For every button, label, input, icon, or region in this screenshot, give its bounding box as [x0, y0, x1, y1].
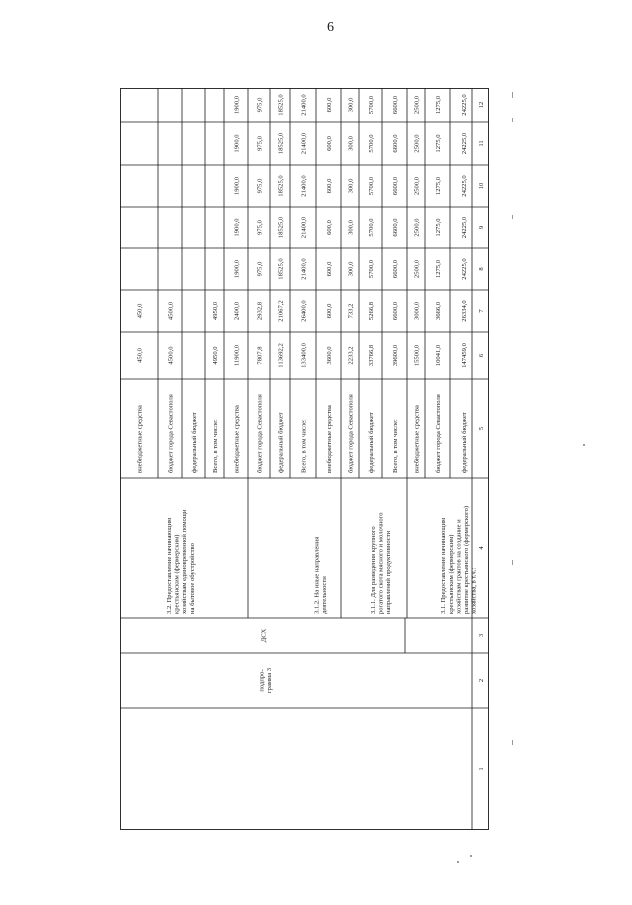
budget-value-group — [233, 259, 240, 278]
funding-source-label-group — [256, 394, 263, 473]
budget-value-group — [435, 259, 442, 278]
budget-value: 6600,0 — [391, 95, 399, 115]
budget-value: 21400,0 — [300, 175, 308, 197]
budget-value: 975,0 — [256, 136, 264, 151]
page-number: 6 — [327, 20, 334, 35]
budget-value: 6600,0 — [391, 259, 399, 279]
funding-source-label: Всего, в том числе: — [391, 419, 399, 473]
budget-value: 21400,0 — [300, 258, 308, 280]
budget-value: 733,2 — [347, 303, 355, 319]
budget-value: 1275,0 — [434, 259, 442, 279]
budget-value-group — [413, 344, 420, 366]
budget-value: 450,0 — [136, 303, 144, 319]
budget-value: 1900,0 — [233, 95, 241, 115]
budget-value-group — [392, 301, 399, 320]
column-number: 2 — [477, 678, 485, 683]
budget-value-group — [461, 216, 468, 238]
budget-value-group — [413, 176, 420, 195]
budget-value: 600,0 — [325, 261, 333, 277]
funding-source-label: внебюджетные средства — [136, 405, 144, 473]
funding-source-label-group — [413, 405, 420, 473]
budget-value: 1275,0 — [434, 95, 442, 115]
budget-value-group — [347, 261, 354, 277]
budget-value-group — [392, 134, 399, 153]
subprogram-label: грамма 3 — [266, 667, 274, 694]
budget-value-group — [347, 219, 354, 235]
funding-source-label: федеральный бюджет — [460, 412, 468, 473]
budget-value-group — [212, 301, 219, 320]
budget-value-group — [326, 97, 333, 113]
funding-source-label: федеральный бюджет — [367, 412, 375, 473]
budget-value: 33766,8 — [367, 344, 375, 367]
column-number-group — [478, 767, 485, 770]
scan-speck — [512, 560, 513, 565]
budget-value: 5700,0 — [367, 176, 375, 196]
item-3-2-label: хозяйствам единовременной помощи — [181, 509, 189, 614]
budget-value: 147459,0 — [460, 343, 468, 368]
funding-source-label-group — [233, 405, 240, 473]
budget-value-group — [347, 178, 354, 194]
budget-value: 5700,0 — [367, 218, 375, 237]
budget-value-group — [256, 97, 263, 113]
funding-source-label-group — [326, 405, 333, 473]
column-number-group — [478, 546, 485, 550]
column-number-group — [478, 679, 485, 682]
column-number: 6 — [477, 353, 485, 358]
budget-value: 18525,0 — [277, 216, 285, 239]
budget-table — [120, 88, 489, 830]
budget-value-group — [461, 342, 468, 367]
budget-value-group — [392, 259, 399, 278]
budget-value: 2400,0 — [233, 301, 241, 321]
column-number-group — [478, 140, 485, 146]
budget-value-group — [277, 94, 284, 116]
budget-value: 18525,0 — [277, 258, 285, 280]
budget-value: 21400,0 — [300, 94, 308, 116]
funding-source-label-group — [136, 405, 143, 473]
column-number: 9 — [477, 225, 485, 230]
budget-value: 24225,0 — [460, 258, 468, 280]
budget-value-group — [256, 178, 263, 194]
budget-value: 3600,0 — [325, 346, 333, 365]
budget-value: 18525,0 — [277, 94, 285, 116]
item-3-1-label: 3.1. Предоставление начинающим — [440, 517, 448, 614]
column-number-group — [478, 182, 485, 189]
column-number-group — [478, 225, 485, 229]
item-3-1-1-label: направлений продуктивности — [385, 530, 392, 614]
item-3-2-label-group — [166, 509, 196, 614]
budget-value-group — [277, 216, 284, 238]
item-3-1-2-label-group — [314, 537, 329, 614]
column-number-group — [478, 267, 485, 271]
scan-speck — [583, 444, 585, 446]
budget-value: 600,0 — [325, 97, 333, 113]
budget-value-group — [300, 94, 307, 116]
budget-value-group — [368, 259, 375, 278]
budget-value: 2233,2 — [347, 346, 355, 365]
budget-value-group — [326, 346, 333, 365]
column-number: 12 — [477, 101, 485, 109]
budget-value-group — [368, 134, 375, 153]
budget-value: 600,0 — [325, 178, 333, 194]
budget-value-group — [435, 301, 442, 320]
budget-value-group — [233, 176, 240, 195]
item-3-1-2-label: 3.1.2. На иные направления — [313, 536, 321, 614]
column-number-group — [478, 309, 485, 313]
budget-value-group — [461, 132, 468, 154]
budget-value-group — [277, 343, 284, 367]
item-3-2-label: на бытовое обустройство — [188, 543, 196, 614]
budget-value: 26400,0 — [300, 300, 308, 322]
budget-value-group — [392, 344, 399, 366]
budget-value: 1275,0 — [434, 218, 442, 237]
funding-source-label-group — [392, 419, 399, 473]
budget-value-group — [413, 134, 420, 153]
budget-value: 1900,0 — [233, 259, 241, 279]
budget-value: 24225,0 — [460, 216, 468, 239]
budget-value-group — [212, 346, 219, 365]
column-number-group — [478, 426, 485, 430]
budget-value: 4500,0 — [167, 346, 175, 365]
item-3-2-label: 3.2. Предоставление начинающим — [166, 517, 173, 614]
budget-value-group — [347, 97, 354, 113]
budget-value: 21400,0 — [300, 132, 308, 155]
budget-value-group — [256, 219, 263, 235]
budget-value: 26334,0 — [460, 300, 468, 322]
budget-value-group — [277, 258, 284, 280]
funding-source-label: Всего, в том числе: — [211, 419, 219, 473]
funding-source-label: федеральный бюджет — [190, 412, 198, 473]
budget-value-group — [347, 304, 354, 319]
budget-value: 5266,8 — [367, 301, 375, 321]
budget-value: 975,0 — [256, 261, 264, 277]
budget-value: 600,0 — [325, 220, 333, 235]
item-3-1-1-label: 3.1.1. Для разведения крупного — [369, 526, 377, 614]
column-number: 8 — [477, 267, 485, 271]
budget-value: 600,0 — [325, 303, 333, 319]
item-3-1-label: развитие крестьянского (фермерского) — [463, 505, 470, 614]
item-3-1-1-label-group — [370, 512, 392, 614]
budget-value-group — [233, 301, 240, 320]
budget-value-group — [300, 300, 307, 322]
budget-value: 300,0 — [347, 261, 355, 277]
budget-value-group — [461, 94, 468, 116]
budget-value: 18525,0 — [277, 132, 285, 155]
funding-source-label: внебюджетные средства — [413, 405, 421, 473]
funding-source-label-group — [461, 412, 468, 473]
funding-source-label: бюджет города Севастополя — [434, 394, 442, 473]
budget-value-group — [368, 301, 375, 320]
budget-value-group — [461, 258, 468, 280]
budget-value-group — [167, 346, 174, 365]
budget-value-group — [368, 218, 375, 237]
budget-value: 2932,8 — [256, 301, 264, 321]
budget-value: 21400,0 — [300, 216, 308, 239]
budget-value: 1275,0 — [434, 176, 442, 196]
budget-value: 5700,0 — [367, 95, 375, 115]
budget-value: 24225,0 — [460, 94, 468, 116]
budget-value-group — [326, 303, 333, 319]
budget-value: 975,0 — [256, 97, 264, 113]
funding-source-label-group — [435, 394, 442, 473]
executor-label: ДСХ — [260, 628, 268, 643]
budget-value-group — [368, 344, 375, 366]
budget-value-group — [277, 175, 284, 197]
budget-value-group — [368, 176, 375, 195]
budget-value: 4500,0 — [167, 301, 175, 321]
budget-value: 6600,0 — [391, 301, 399, 321]
budget-value: 133400,0 — [300, 343, 308, 368]
budget-value-group — [326, 178, 333, 194]
funding-source-label: внебюджетные средства — [325, 405, 333, 473]
budget-value-group — [435, 176, 442, 195]
funding-source-label: бюджет города Севастополя — [167, 394, 175, 473]
budget-value-group — [233, 134, 240, 153]
budget-value: 300,0 — [347, 220, 355, 235]
budget-value: 39600,0 — [391, 344, 399, 367]
scan-speck — [512, 215, 513, 219]
budget-value-group — [435, 218, 442, 237]
budget-value-group — [435, 95, 442, 114]
funding-source-label-group — [212, 419, 219, 473]
budget-value: 3666,0 — [434, 301, 442, 321]
budget-value-group — [347, 135, 354, 151]
budget-value: 4950,0 — [211, 301, 219, 321]
budget-value: 15500,0 — [413, 344, 421, 367]
budget-value: 2500,0 — [413, 176, 421, 196]
funding-source-label-group — [300, 419, 307, 473]
budget-value: 1900,0 — [233, 134, 241, 153]
budget-value-group — [300, 175, 307, 197]
column-number: 10 — [477, 182, 485, 190]
budget-value-group — [256, 135, 263, 151]
budget-value: 5700,0 — [367, 134, 375, 153]
funding-source-label-group — [191, 412, 198, 473]
budget-value-group — [392, 176, 399, 195]
budget-value-group — [233, 344, 240, 366]
budget-value-group — [277, 132, 284, 154]
budget-value: 24225,0 — [460, 132, 468, 155]
budget-value-group — [413, 259, 420, 278]
column-number: 7 — [477, 309, 485, 313]
scan-speck — [457, 861, 459, 863]
budget-value-group — [256, 261, 263, 277]
budget-value-group — [368, 95, 375, 114]
budget-value: 1275,0 — [434, 134, 442, 153]
column-number-group — [478, 102, 485, 109]
budget-value-group — [277, 300, 284, 321]
budget-value: 113692,2 — [277, 343, 285, 368]
budget-value-group — [461, 175, 468, 197]
budget-value: 300,0 — [347, 136, 355, 151]
budget-value: 2500,0 — [413, 259, 421, 279]
budget-value-group — [392, 95, 399, 114]
budget-value: 6600,0 — [391, 176, 399, 196]
budget-value-group — [413, 95, 420, 114]
budget-value-group — [300, 216, 307, 238]
budget-value: 300,0 — [347, 97, 355, 113]
budget-value-group — [347, 346, 354, 364]
budget-value: 21067,2 — [277, 300, 285, 322]
column-number: 4 — [477, 546, 485, 550]
budget-value-group — [233, 95, 240, 114]
budget-value: 24225,0 — [460, 175, 468, 197]
item-3-1-label: крестьянским (фермерским) — [447, 534, 455, 614]
funding-source-label: внебюджетные средства — [233, 405, 241, 473]
budget-value-group — [256, 346, 263, 365]
budget-value: 18525,0 — [277, 175, 285, 197]
scan-speck — [512, 92, 513, 98]
funding-source-label: бюджет города Севастополя — [347, 394, 355, 473]
funding-source-label-group — [368, 412, 375, 473]
item-3-1-label: хозяйствам грантов на создание и — [455, 519, 463, 614]
budget-value-group — [392, 218, 399, 237]
budget-value-group — [136, 303, 143, 319]
budget-value-group — [256, 301, 263, 320]
budget-value: 1900,0 — [233, 176, 241, 196]
column-number: 1 — [477, 767, 485, 771]
budget-value-group — [413, 218, 420, 237]
budget-value-group — [326, 261, 333, 277]
budget-value: 7807,8 — [256, 346, 264, 365]
budget-value: 6600,0 — [391, 134, 399, 153]
budget-value: 2500,0 — [413, 134, 421, 153]
budget-value: 2500,0 — [413, 218, 421, 237]
budget-value-group — [300, 258, 307, 280]
budget-value-group — [136, 347, 143, 363]
budget-value: 6600,0 — [391, 218, 399, 237]
budget-value-group — [435, 134, 442, 153]
column-number: 5 — [477, 426, 485, 431]
budget-value: 10041,0 — [434, 344, 442, 367]
item-3-2-label: крестьянским (фермерским) — [173, 534, 181, 614]
budget-value-group — [461, 300, 468, 322]
executor-label-group — [260, 629, 267, 643]
budget-value-group — [233, 218, 240, 237]
column-number: 11 — [477, 140, 485, 147]
budget-value: 4950,0 — [211, 346, 219, 365]
funding-source-label-group — [167, 394, 174, 473]
scan-speck — [512, 118, 513, 122]
budget-value-group — [413, 301, 420, 320]
item-3-1-2-label: деятельности — [321, 576, 329, 614]
budget-value-group — [435, 344, 442, 366]
scan-speck — [512, 740, 513, 745]
budget-value: 2500,0 — [413, 95, 421, 115]
funding-source-label-group — [347, 394, 354, 473]
funding-source-label: федеральный бюджет — [277, 412, 285, 473]
budget-value: 5700,0 — [367, 259, 375, 279]
scan-speck — [470, 855, 472, 857]
budget-value: 975,0 — [256, 178, 264, 194]
budget-value: 1900,0 — [233, 218, 241, 237]
budget-value-group — [167, 301, 174, 320]
funding-source-label-group — [277, 412, 284, 473]
budget-value: 3000,0 — [413, 301, 421, 321]
budget-value-group — [300, 342, 307, 367]
budget-value-group — [326, 219, 333, 235]
budget-value-group — [300, 132, 307, 154]
column-number: 3 — [477, 633, 485, 638]
funding-source-label: бюджет города Севастополя — [256, 394, 264, 473]
budget-value: 600,0 — [325, 136, 333, 151]
budget-value: 450,0 — [136, 348, 144, 363]
budget-table-svg — [120, 88, 489, 830]
subprogram-label-group — [259, 667, 274, 693]
item-3-1-label: хозяйства, в т.ч.: — [470, 567, 478, 614]
funding-source-label: Всего, в том числе: — [300, 419, 308, 473]
column-number-group — [478, 633, 485, 637]
item-3-1-1-label: рогатого скота мясного и молочного — [377, 512, 385, 614]
column-number-group — [478, 353, 485, 357]
subprogram-label: подпро- — [258, 669, 266, 692]
budget-value-group — [326, 135, 333, 151]
budget-value: 975,0 — [256, 220, 264, 235]
budget-value: 11900,0 — [233, 344, 241, 367]
budget-value: 300,0 — [347, 178, 355, 194]
